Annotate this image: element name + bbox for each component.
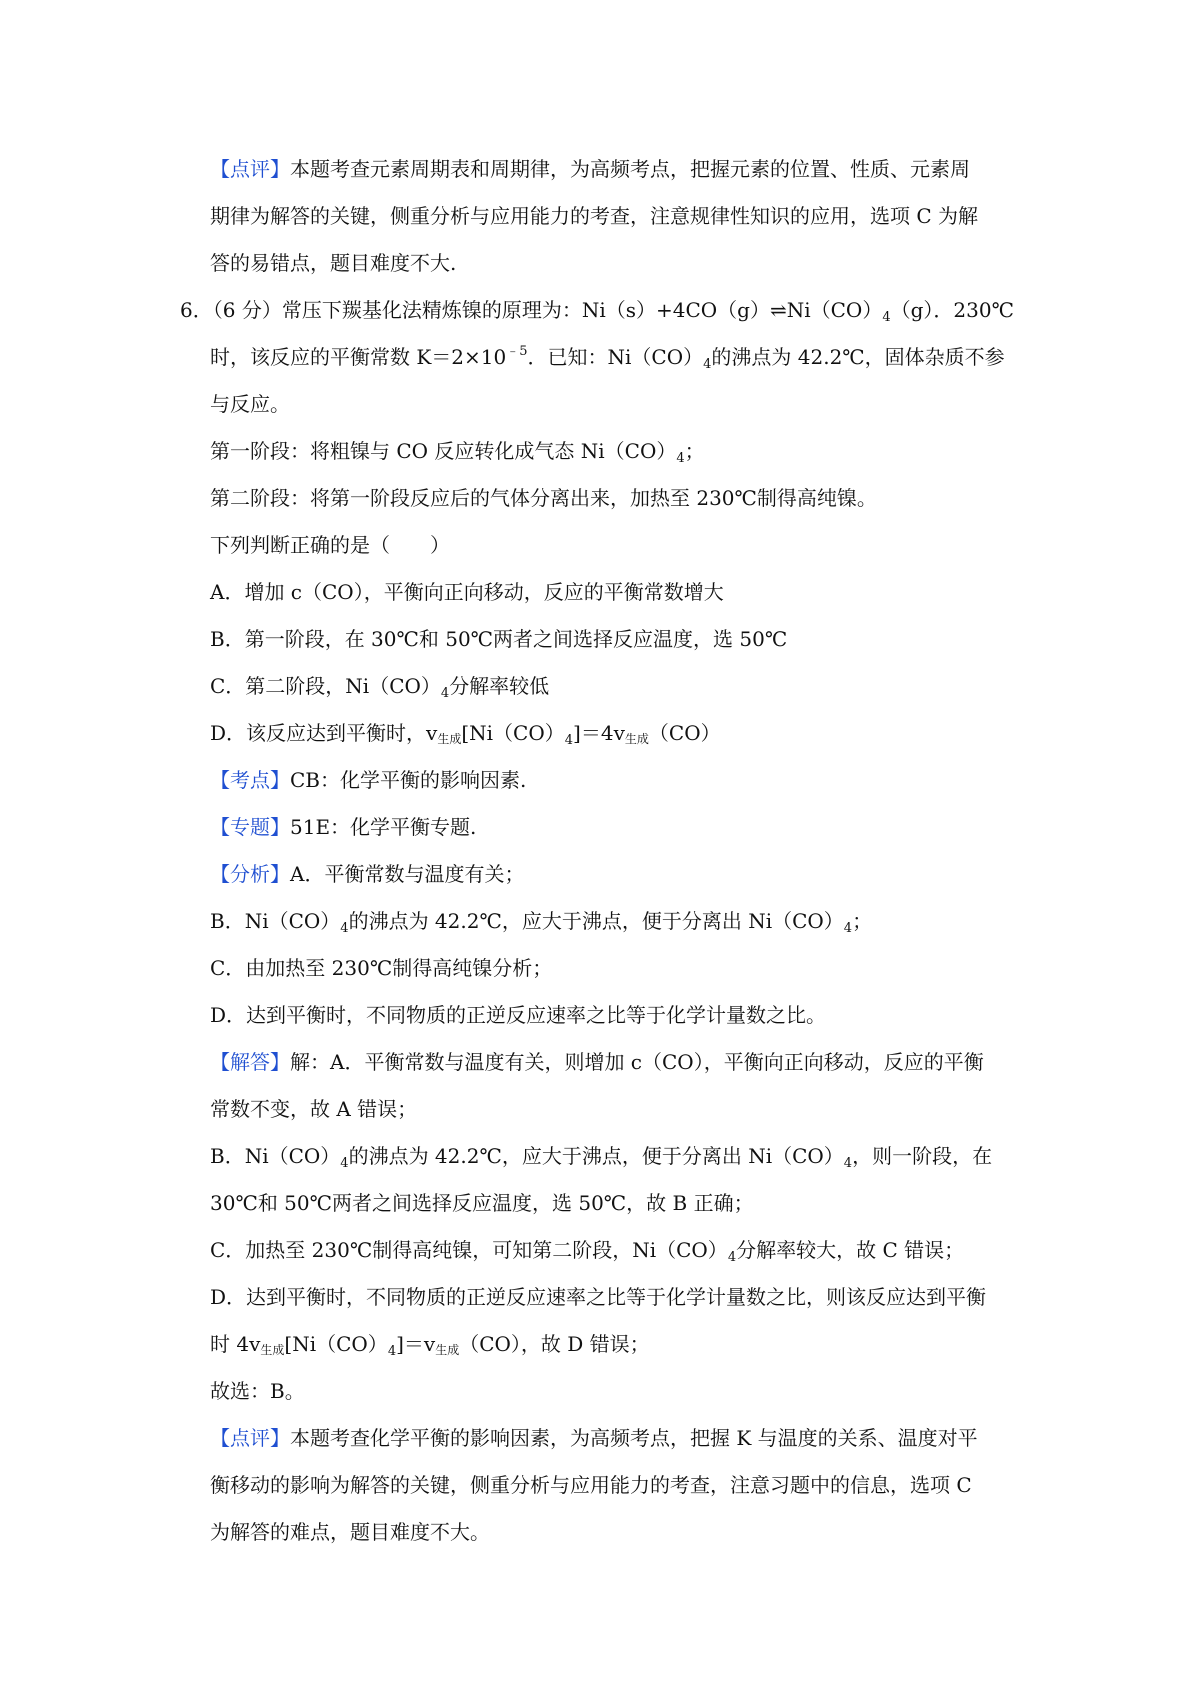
question-prompt: 下列判断正确的是（ ） [210, 533, 450, 557]
knowledge-point: 【考点】CB：化学平衡的影响因素. [210, 768, 527, 792]
option-b: B．第一阶段，在 30℃和 50℃两者之间选择反应温度，选 50℃ [210, 627, 788, 651]
analysis-line-c: C．由加热至 230℃制得高纯镍分析； [210, 956, 553, 980]
comment-line-1: 【点评】本题考查化学平衡的影响因素，为高频考点，把握 K 与温度的关系、温度对平 [210, 1426, 978, 1450]
answer-line-d1: D．达到平衡时，不同物质的正逆反应速率之比等于化学计量数之比，则该反应达到平衡 [210, 1285, 987, 1309]
analysis-tag: 分析 [230, 862, 270, 886]
question-line-3: 与反应。 [210, 392, 290, 416]
answer-choice: 故选：B。 [210, 1379, 305, 1403]
final-comment-tag: 点评 [230, 1426, 270, 1450]
question-line-1: 6．（6 分）常压下羰基化法精炼镍的原理为：$Ni(s)+4CO(g)\rightleftharpoons Ni(CO)_4(g)$．230℃ [180, 298, 1014, 325]
question-stage-1: 第一阶段：将粗镍与 CO 反应转化成气态 $Ni(CO)_4$； [210, 439, 705, 466]
question-number: 6． [180, 298, 213, 322]
answer-tag: 解答 [230, 1050, 270, 1074]
option-d: D．该反应达到平衡时，v生成$[Ni(CO)_4]=4v$生成（CO） [210, 721, 721, 748]
comment-line-2: 衡移动的影响为解答的关键，侧重分析与应用能力的考查，注意习题中的信息，选项 C [210, 1473, 972, 1497]
answer-line-b1: B．$Ni(CO)_4$的沸点为 42.2℃，应大于沸点，便于分离出 $Ni(CO)_4$，则一阶段，在 [210, 1144, 993, 1171]
analysis-line-b: B．$Ni(CO)_4$的沸点为 42.2℃，应大于沸点，便于分离出 $Ni(CO)_4$； [210, 909, 873, 936]
answer-line-2: 常数不变，故 A 错误； [210, 1097, 418, 1121]
answer-line-1: 【解答】解：A．平衡常数与温度有关，则增加 c（CO），平衡向正向移动，反应的平衡 [210, 1050, 984, 1074]
topic-tag: 专题 [230, 815, 270, 839]
analysis-line-a: 【分析】A．平衡常数与温度有关； [210, 862, 525, 886]
question-line-2: 时，该反应的平衡常数 $K=2\times 10^{﹣5}$．已知：$Ni(CO)_4$的沸点为 42.2℃，固体杂质不参 [210, 344, 1005, 372]
prev-comment-line-2: 期律为解答的关键，侧重分析与应用能力的考查，注意规律性知识的应用，选项 C 为解 [210, 204, 979, 228]
option-a: A．增加 c（CO），平衡向正向移动，反应的平衡常数增大 [210, 580, 724, 604]
comment-tag: 点评 [230, 157, 270, 181]
option-c: C．第二阶段，$Ni(CO)_4$分解率较低 [210, 674, 550, 701]
analysis-line-d: D．达到平衡时，不同物质的正逆反应速率之比等于化学计量数之比。 [210, 1003, 827, 1027]
prev-comment-line-3: 答的易错点，题目难度不大. [210, 251, 457, 275]
knowledge-point-tag: 考点 [230, 768, 270, 792]
topic: 【专题】51E：化学平衡专题. [210, 815, 477, 839]
prev-comment-line-1: 【点评】本题考查元素周期表和周期律，为高频考点，把握元素的位置、性质、元素周 [210, 157, 970, 181]
answer-line-d2: 时 4v生成$[Ni(CO)_4]=v$生成（CO），故 D 错误； [210, 1332, 650, 1359]
question-stage-2: 第二阶段：将第一阶段反应后的气体分离出来，加热至 230℃制得高纯镍。 [210, 486, 877, 510]
answer-line-c: C．加热至 230℃制得高纯镍，可知第二阶段，$Ni(CO)_4$分解率较大，故 C 错误； [210, 1238, 965, 1265]
answer-line-b2: 30℃和 50℃两者之间选择反应温度，选 50℃，故 B 正确； [210, 1191, 754, 1215]
comment-line-3: 为解答的难点，题目难度不大。 [210, 1520, 490, 1544]
